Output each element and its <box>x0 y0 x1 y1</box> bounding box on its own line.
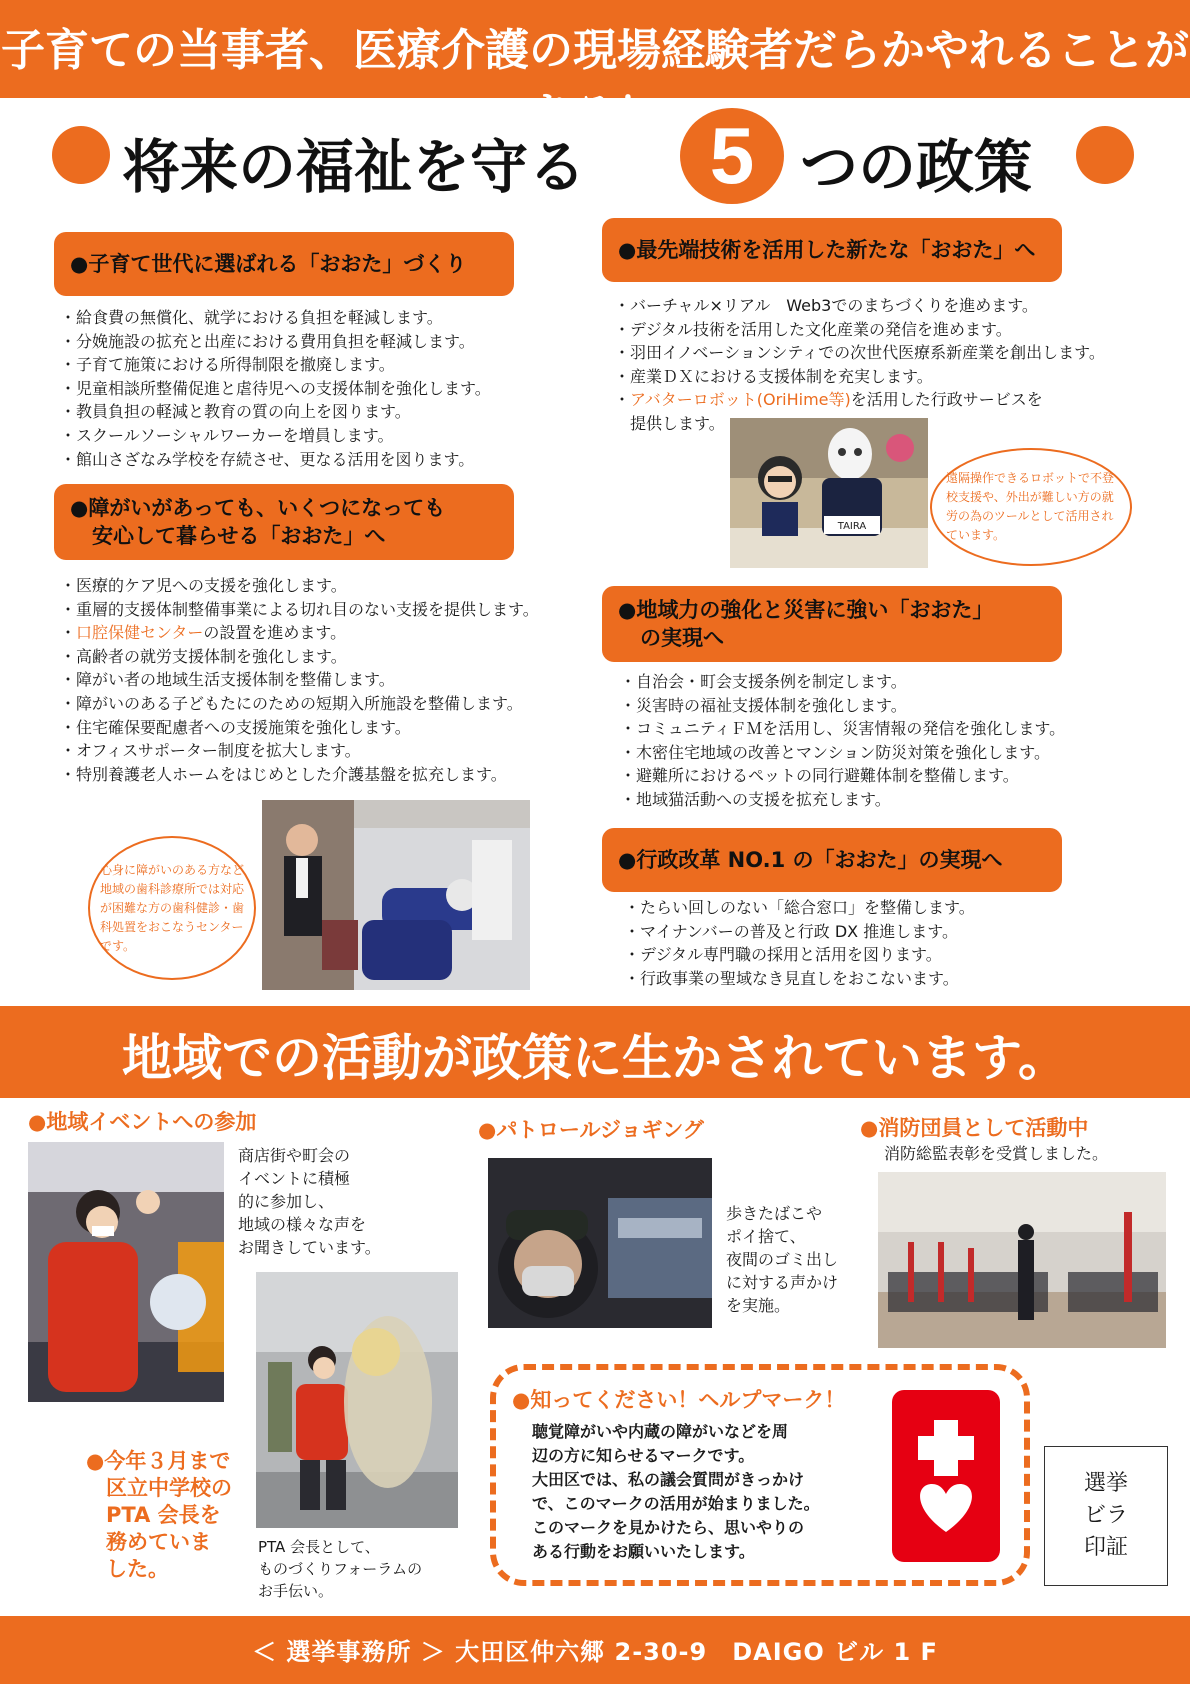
list-item: ・ 自治会・町会支援条例を制定します。 <box>620 670 1180 694</box>
pta-heading-line: 区立中学校の <box>106 1476 232 1500</box>
list-item: ・ 医療的ケア児への支援を強化します。 <box>60 574 600 598</box>
list-item: ・ デジタル専門職の採用と活用を図ります。 <box>624 943 1164 967</box>
list-item: ・ 館山さざなみ学校を存続させ、更なる活用を図ります。 <box>60 448 580 472</box>
list-item: ・ 子育て施策における所得制限を撤廃します。 <box>60 353 580 377</box>
avatar-robot-photo <box>730 418 928 568</box>
text-line: 商店街や町会の <box>238 1146 351 1165</box>
list-item: ・ 特別養護老人ホームをはじめとした介護基盤を拡充します。 <box>60 763 600 787</box>
text-line: お手伝い。 <box>258 1582 334 1600</box>
policy-3-heading: ●最先端技術を活用した新たな「おおた」へ <box>602 218 1062 282</box>
text-line: ポイ捨て、 <box>726 1227 806 1246</box>
office-address: ＜ 選挙事務所 ＞ 大田区仲六郷 2-30-9 DAIGO ビル 1 F <box>252 1638 938 1666</box>
list-item: ・ 児童相談所整備促進と虐待児への支援体制を強化します。 <box>60 377 580 401</box>
list-item-rest: の設置を進めます。 <box>203 623 347 643</box>
stamp-line: 選挙 <box>1083 1471 1128 1496</box>
banner-slogan: 子育ての当事者、医療介護の現場経験者だらかやれることがある！ <box>1 25 1189 140</box>
list-item: ・ 教員負担の軽減と教育の質の向上を図ります。 <box>60 400 580 424</box>
policy-5-heading: ●行政改革 NO.1 の「おおた」の実現へ <box>602 828 1062 892</box>
policy-2-heading-line1: ●障がいがあっても、いくつになっても <box>70 495 446 520</box>
fire-brigade-photo <box>878 1172 1166 1348</box>
pta-caption <box>258 1536 422 1602</box>
list-item: ・ 木密住宅地域の改善とマンション防災対策を強化します。 <box>620 741 1180 765</box>
list-item: ・ コミュニティＦＭを活用し、災害情報の発信を強化します。 <box>620 717 1180 741</box>
policy-4-heading-line1: ●地域力の強化と災害に強い「おおた」 <box>618 597 994 622</box>
title-right: つの政策 <box>800 133 1033 201</box>
text-line: ものづくりフォーラムの <box>258 1560 423 1578</box>
list-item: ・ マイナンバーの普及と行政 DX 推進します。 <box>624 920 1164 944</box>
text-line: 夜間のゴミ出し <box>726 1250 839 1269</box>
text-line: 大田区では、私の議会質問がきっかけ <box>532 1470 805 1489</box>
list-item-continued: 提供します。 <box>630 413 725 433</box>
main-title <box>0 108 1190 201</box>
text-line: 地域の様々な声を <box>238 1215 367 1234</box>
robot-nameplate: TAIRA <box>837 521 867 532</box>
patrol-photo <box>488 1158 712 1328</box>
list-item: ・ デジタル技術を活用した文化産業の発信を進めます。 <box>614 318 1174 342</box>
list-item: ・ たらい回しのない「総合窓口」を整備します。 <box>624 896 1164 920</box>
title-left: 将来の福祉を守る <box>122 133 587 201</box>
fire-brigade-caption: 消防総監表彰を受賞しました。 <box>884 1144 1109 1163</box>
text-line: ある行動をお願いいたします。 <box>532 1542 755 1561</box>
help-mark-description <box>532 1420 820 1564</box>
text-line: で、このマークの活用が始まりました。 <box>532 1494 820 1513</box>
event-description <box>238 1144 381 1259</box>
list-item: ・ オフィスサポーター制度を拡大します。 <box>60 739 600 763</box>
list-item: ・ 羽田イノベーションシティでの次世代医療系新産業を創出します。 <box>614 341 1174 365</box>
list-item: ・ 地域猫活動への支援を拡充します。 <box>620 788 1180 812</box>
pta-heading-line: ●今年３月まで <box>86 1449 231 1473</box>
policy-2-list <box>60 574 600 786</box>
event-photo <box>28 1142 224 1402</box>
text-line: イベントに積極 <box>238 1169 351 1188</box>
list-item <box>614 388 1174 412</box>
list-item: ・ 障がい者の地域生活支援体制を整備します。 <box>60 668 600 692</box>
list-item: ・ バーチャル×リアル Web3でのまちづくりを進めます。 <box>614 294 1174 318</box>
policy-1-list <box>60 306 580 471</box>
pta-heading-line: PTA 会長を <box>106 1503 221 1527</box>
list-item: ・ 分娩施設の拡充と出産における費用負担を軽減します。 <box>60 330 580 354</box>
orange-dot-left <box>52 126 110 184</box>
list-item: ・ 産業ＤＸにおける支援体制を充実します。 <box>614 365 1174 389</box>
list-item: ・ 避難所におけるペットの同行避難体制を整備します。 <box>620 764 1180 788</box>
pta-heading-line: した。 <box>106 1557 169 1581</box>
policy-4-heading <box>602 586 1062 662</box>
robot-note: 遠隔操作できるロボットで不登校支援や、外出が難しい方の就労の為のツールとして活用されています。 <box>930 448 1132 566</box>
list-item-rest: を活用した行政サービスを <box>850 390 1043 410</box>
pta-photo <box>256 1272 458 1528</box>
list-item: ・ 重層的支援体制整備事業による切れ目のない支援を提供します。 <box>60 598 600 622</box>
highlight-text: 口腔保健センター <box>76 623 204 643</box>
text-line: 辺の方に知らせるマークです。 <box>532 1446 755 1465</box>
text-line: このマークを見かけたら、思いやりの <box>532 1518 805 1537</box>
list-item: ・ 高齢者の就労支援体制を強化します。 <box>60 645 600 669</box>
policy-4-heading-line2: の実現へ <box>640 626 724 650</box>
policy-2-heading <box>54 484 514 560</box>
pta-heading-line: 務めていま <box>106 1530 211 1554</box>
policy-5-list <box>624 896 1164 990</box>
patrol-description <box>726 1202 838 1317</box>
list-item: ・ 障がいのある子どもたにのための短期入所施設を整備します。 <box>60 692 600 716</box>
list-item: ・ 住宅確保要配慮者への支援施策を強化します。 <box>60 716 600 740</box>
text-line: 的に参加し、 <box>238 1192 335 1211</box>
policy-1-heading: ●子育て世代に選ばれる「おおた」づくり <box>54 232 514 296</box>
help-mark-icon <box>892 1390 1000 1562</box>
policy-3-list <box>614 294 1174 436</box>
election-flyer-stamp <box>1044 1446 1168 1586</box>
pta-heading <box>86 1448 232 1583</box>
list-item <box>60 621 600 645</box>
activities-banner-text: 地域での活動が政策に生かされています。 <box>122 1028 1068 1087</box>
text-line: お聞きしています。 <box>238 1238 381 1257</box>
text-line: PTA 会長として、 <box>258 1538 380 1556</box>
fire-brigade-heading: ●消防団員として活動中 <box>860 1116 1089 1140</box>
highlight-text: アバターロボット(OriHime等) <box>630 390 851 410</box>
text-line: に対する声かけ <box>726 1273 839 1292</box>
stamp-line: 印証 <box>1083 1535 1128 1560</box>
list-item: ・ 給食費の無償化、就学における負担を軽減します。 <box>60 306 580 330</box>
text-line: 聴覚障がいや内蔵の障がいなどを周 <box>532 1422 789 1441</box>
dental-clinic-photo <box>262 800 530 990</box>
event-heading: ●地域イベントへの参加 <box>28 1110 257 1134</box>
policy-2-heading-line2: 安心して暮らせる「おおた」へ <box>92 524 386 548</box>
list-item: ・ 災害時の福祉支援体制を強化します。 <box>620 694 1180 718</box>
help-mark-heading: ●知ってください！ヘルプマーク！ <box>512 1388 846 1412</box>
dental-center-note: 心身に障がいのある方など地域の歯科診療所では対応が困難な方の歯科健診・歯科処置をおこなうセンターです。 <box>88 836 256 980</box>
text-line: を実施。 <box>726 1296 791 1315</box>
list-item: ・ 行政事業の聖域なき見直しをおこないます。 <box>624 967 1164 991</box>
patrol-heading: ●パトロールジョギング <box>478 1118 704 1142</box>
text-line: 歩きたばこや <box>726 1204 823 1223</box>
list-item: ・ スクールソーシャルワーカーを増員します。 <box>60 424 580 448</box>
stamp-line: ビラ <box>1083 1503 1128 1528</box>
policy-4-list <box>620 670 1180 812</box>
orange-dot-right <box>1076 126 1134 184</box>
title-number-badge: 5 <box>680 108 784 204</box>
